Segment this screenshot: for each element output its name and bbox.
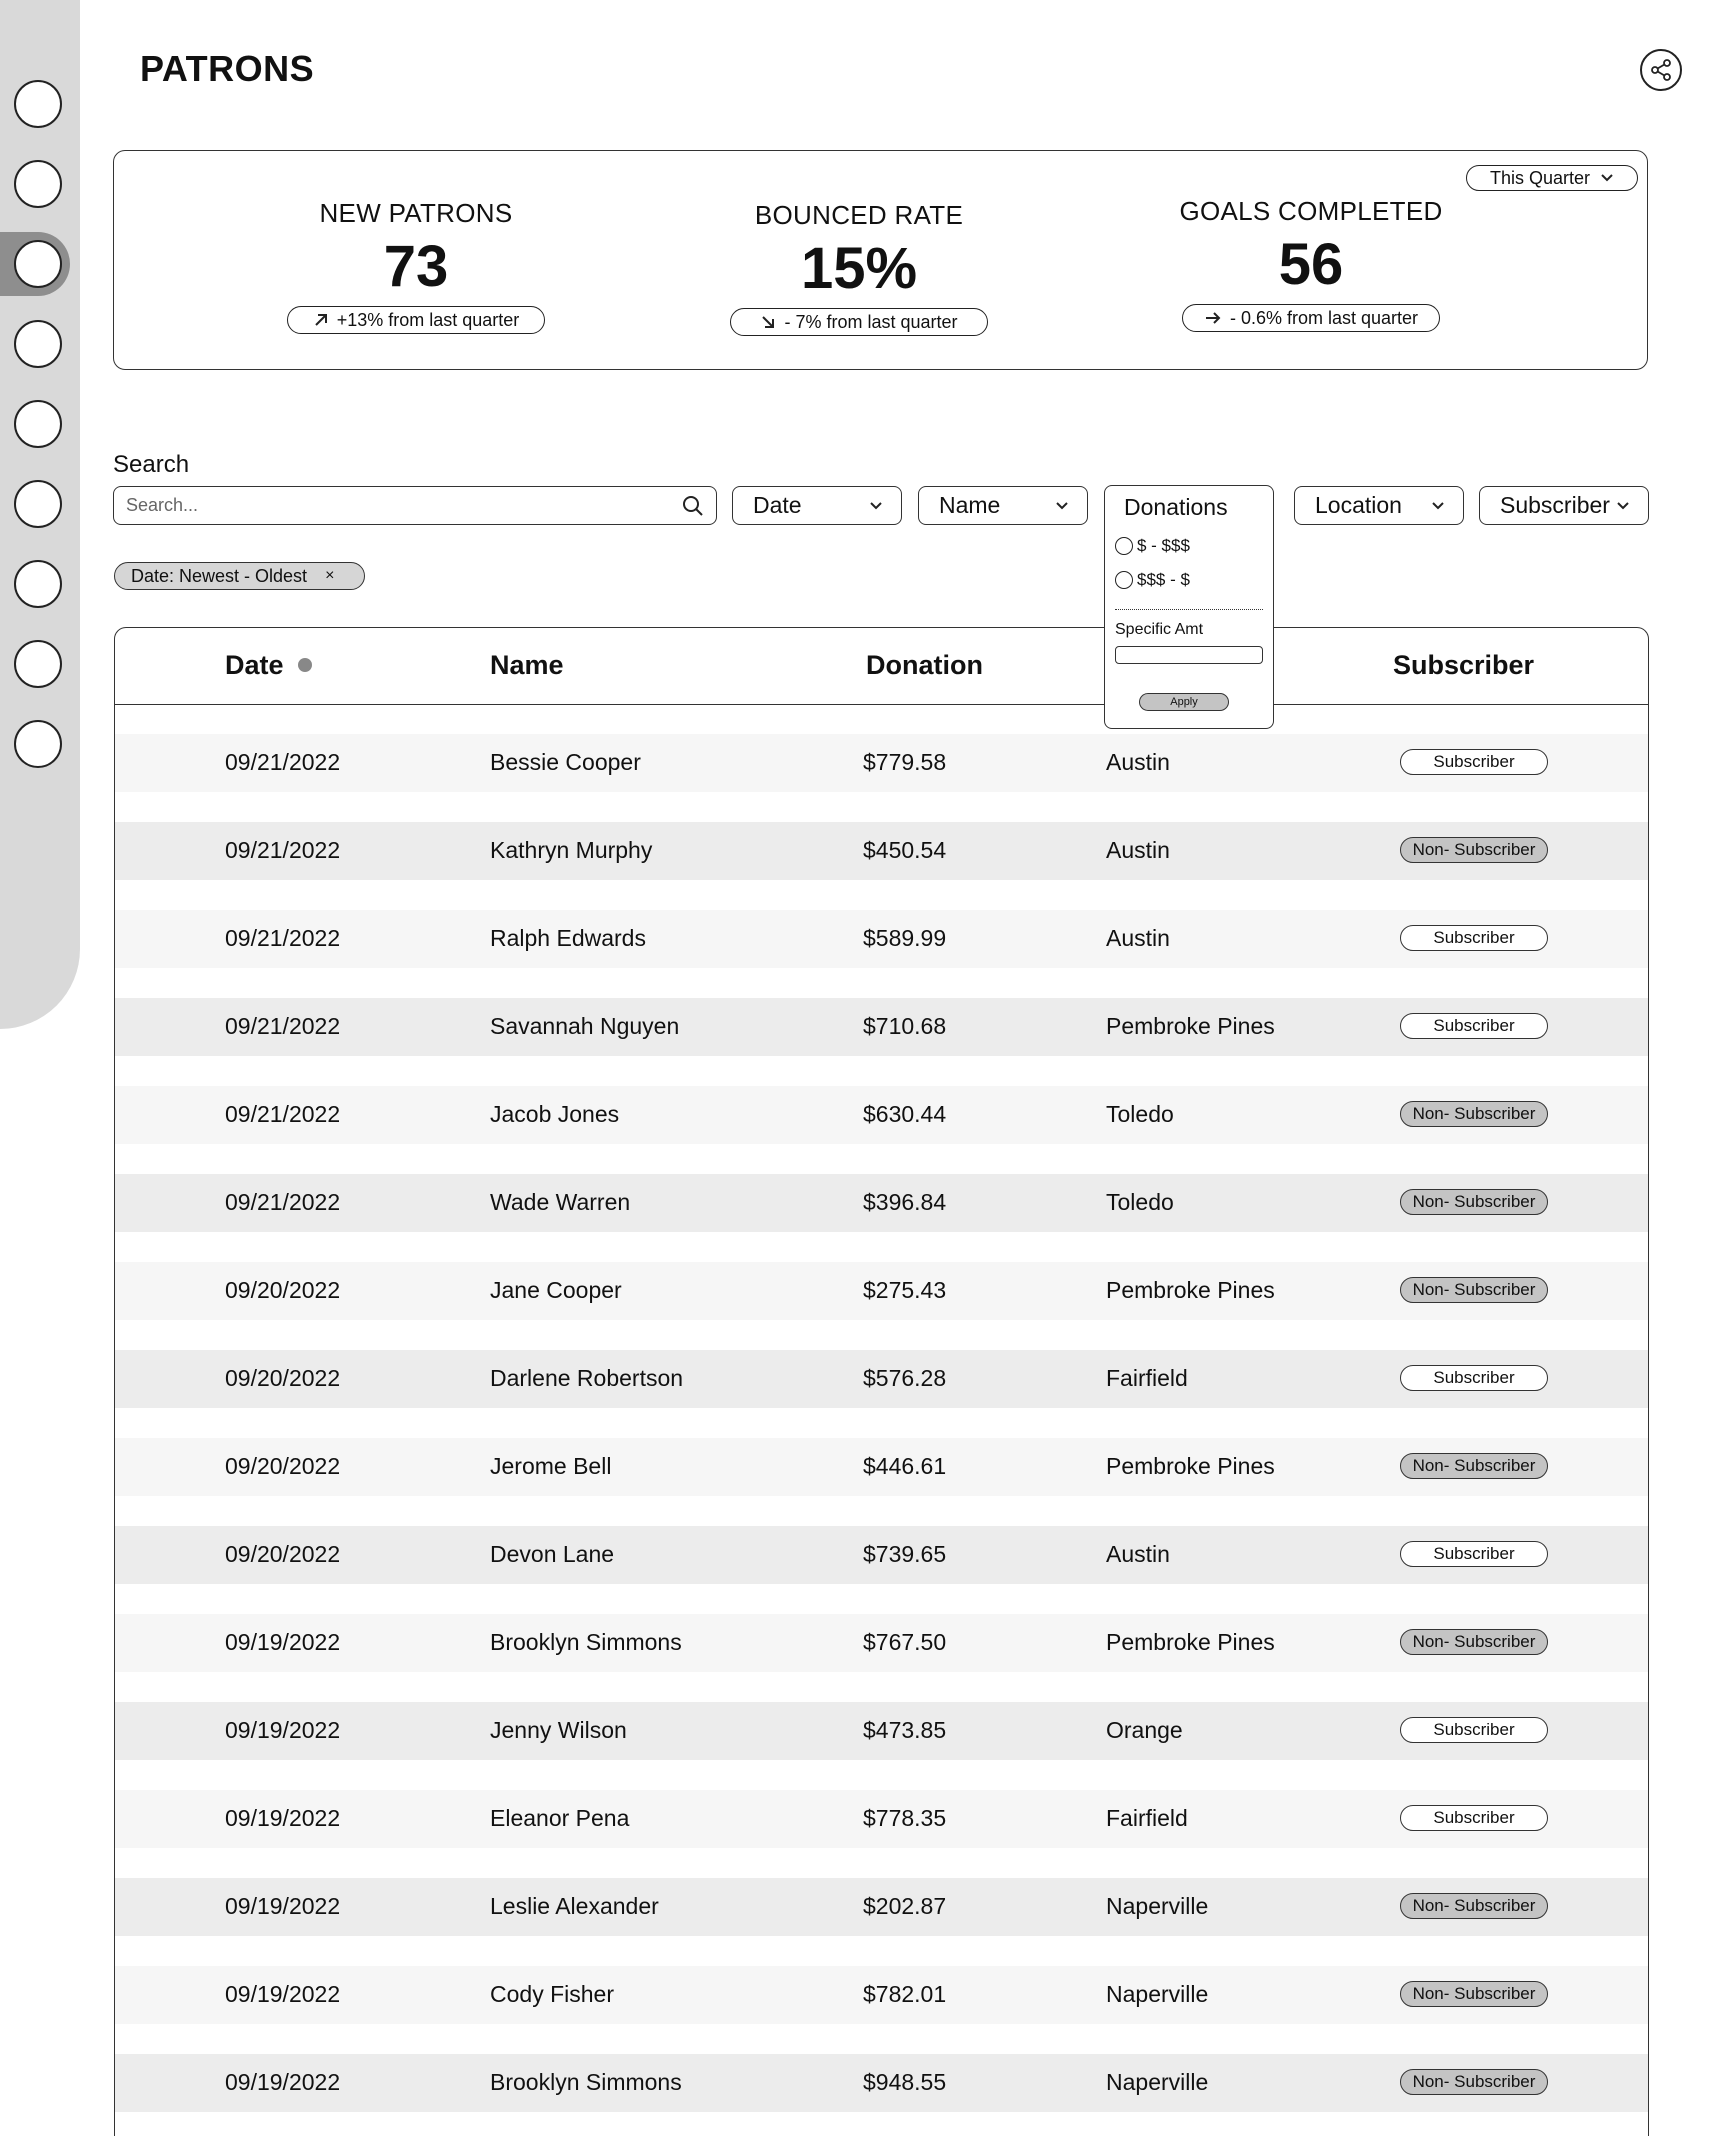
cell-date: 09/19/2022 [225, 1981, 341, 2007]
donations-option-low-high[interactable] [1115, 536, 1190, 556]
filter-date[interactable] [732, 486, 902, 525]
table-row[interactable] [115, 1086, 1648, 1144]
cell-location: Pembroke Pines [1106, 1453, 1275, 1479]
cell-name: Jerome Bell [490, 1453, 612, 1479]
stat-value: 56 [1278, 232, 1344, 297]
cell-donation: $576.28 [863, 1365, 947, 1391]
table-row[interactable] [115, 1614, 1648, 1672]
cell-location: Naperville [1106, 1893, 1209, 1919]
cell-donation: $275.43 [863, 1277, 947, 1303]
stat-value: 15% [800, 236, 918, 301]
column-header-label: Date [225, 650, 284, 680]
cell-date: 09/20/2022 [225, 1365, 341, 1391]
cell-location: Pembroke Pines [1106, 1013, 1275, 1039]
status-badge: Non- Subscriber [1400, 1893, 1548, 1919]
cell-location: Fairfield [1106, 1365, 1188, 1391]
status-badge: Subscriber [1400, 1365, 1548, 1391]
cell-donation: $710.68 [863, 1013, 947, 1039]
stat-change-text: - 0.6% from last quarter [1229, 307, 1419, 328]
search-icon[interactable] [682, 495, 704, 517]
arrow-right-icon [1204, 310, 1222, 326]
nav-item-1[interactable] [14, 80, 62, 128]
cell-name: Brooklyn Simmons [490, 1629, 682, 1655]
cell-location: Austin [1106, 1541, 1170, 1567]
cell-name: Devon Lane [490, 1541, 615, 1567]
stat-bounced-rate [669, 200, 1049, 336]
cell-name: Darlene Robertson [490, 1365, 684, 1391]
status-badge: Subscriber [1400, 1805, 1548, 1831]
filter-location-label: Location [1315, 492, 1402, 518]
nav-item-8[interactable] [14, 640, 62, 688]
cell-name: Brooklyn Simmons [490, 2069, 682, 2095]
filter-subscriber-label: Subscriber [1500, 492, 1610, 518]
cell-location: Toledo [1106, 1101, 1174, 1127]
nav-item-7[interactable] [14, 560, 62, 608]
cell-name: Jane Cooper [490, 1277, 622, 1303]
active-filter-label: Date: Newest - Oldest [131, 565, 308, 586]
table-row[interactable] [115, 1174, 1648, 1232]
patrons-table [114, 627, 1649, 2136]
table-row[interactable] [115, 1350, 1648, 1408]
option-label: $$$ - $ [1137, 570, 1190, 589]
cell-location: Austin [1106, 837, 1170, 863]
cell-name: Eleanor Pena [490, 1805, 630, 1831]
cell-name: Wade Warren [490, 1189, 631, 1215]
status-badge: Non- Subscriber [1400, 1453, 1548, 1479]
specific-amount-input[interactable] [1115, 646, 1263, 664]
stat-change-badge [1182, 304, 1440, 332]
status-badge: Subscriber [1400, 1013, 1548, 1039]
status-badge: Non- Subscriber [1400, 1101, 1548, 1127]
cell-donation: $450.54 [863, 837, 947, 863]
nav-item-4[interactable] [14, 320, 62, 368]
cell-donation: $767.50 [863, 1629, 947, 1655]
chevron-down-icon [1616, 501, 1630, 511]
apply-button[interactable]: Apply [1139, 693, 1229, 711]
search-input[interactable] [126, 495, 682, 516]
cell-date: 09/21/2022 [225, 925, 341, 951]
cell-date: 09/21/2022 [225, 837, 341, 863]
cell-name: Cody Fisher [490, 1981, 614, 2007]
table-row[interactable] [115, 2054, 1648, 2112]
sidebar [0, 0, 80, 1029]
cell-donation: $778.35 [863, 1805, 947, 1831]
cell-location: Austin [1106, 925, 1170, 951]
cell-location: Orange [1106, 1717, 1183, 1743]
status-badge: Non- Subscriber [1400, 1189, 1548, 1215]
specific-amount-label: Specific Amt [1115, 621, 1204, 638]
donations-dropdown-title[interactable]: Donations [1124, 494, 1228, 520]
cell-location: Naperville [1106, 2069, 1209, 2095]
column-header-donation[interactable]: Donation [866, 650, 983, 680]
cell-date: 09/19/2022 [225, 1629, 341, 1655]
status-badge: Non- Subscriber [1400, 837, 1548, 863]
table-row[interactable] [115, 910, 1648, 968]
cell-location: Pembroke Pines [1106, 1629, 1275, 1655]
status-badge: Subscriber [1400, 749, 1548, 775]
table-row[interactable] [115, 1262, 1648, 1320]
cell-date: 09/19/2022 [225, 1805, 341, 1831]
cell-name: Jenny Wilson [490, 1717, 627, 1743]
filter-location[interactable] [1294, 486, 1464, 525]
cell-date: 09/21/2022 [225, 1189, 341, 1215]
column-header-date[interactable] [225, 650, 312, 681]
share-icon [1649, 58, 1673, 82]
cell-donation: $739.65 [863, 1541, 947, 1567]
cell-donation: $473.85 [863, 1717, 947, 1743]
status-badge: Non- Subscriber [1400, 1981, 1548, 2007]
chevron-down-icon [869, 501, 883, 511]
cell-donation: $630.44 [863, 1101, 947, 1127]
chevron-down-icon [1055, 501, 1069, 511]
stat-change-badge [730, 308, 988, 336]
stat-change-badge [287, 306, 545, 334]
stat-title: BOUNCED RATE [754, 200, 964, 230]
stats-card [113, 150, 1648, 370]
filter-name[interactable] [918, 486, 1088, 525]
table-row[interactable] [115, 822, 1648, 880]
cell-date: 09/21/2022 [225, 749, 341, 775]
cell-date: 09/19/2022 [225, 2069, 341, 2095]
remove-filter-button[interactable]: × [325, 567, 335, 584]
cell-date: 09/19/2022 [225, 1893, 341, 1919]
table-row[interactable] [115, 1966, 1648, 2024]
cell-location: Naperville [1106, 1981, 1209, 2007]
nav-item-3[interactable] [14, 240, 62, 288]
table-row[interactable] [115, 1702, 1648, 1760]
filter-date-label: Date [753, 492, 802, 518]
column-header-subscriber[interactable]: Subscriber [1393, 650, 1535, 680]
table-row[interactable] [115, 1790, 1648, 1848]
page-title: PATRONS [140, 48, 315, 89]
filter-name-label: Name [939, 492, 1001, 518]
donations-option-high-low[interactable] [1115, 570, 1190, 590]
table-row[interactable] [115, 1526, 1648, 1584]
chevron-down-icon [1600, 173, 1614, 183]
stat-title: NEW PATRONS [319, 198, 513, 228]
cell-donation: $779.58 [863, 749, 947, 775]
cell-donation: $446.61 [863, 1453, 947, 1479]
cell-location: Fairfield [1106, 1805, 1188, 1831]
table-row[interactable] [115, 998, 1648, 1056]
divider [1115, 609, 1263, 610]
status-badge: Subscriber [1400, 925, 1548, 951]
stat-change-text: - 7% from last quarter [784, 311, 958, 332]
filter-subscriber[interactable] [1479, 486, 1649, 525]
stat-goals-completed [1121, 196, 1501, 332]
radio-button[interactable] [1115, 537, 1133, 555]
cell-name: Ralph Edwards [490, 925, 646, 951]
status-badge: Non- Subscriber [1400, 1629, 1548, 1655]
stat-change-text: +13% from last quarter [336, 309, 520, 330]
cell-location: Austin [1106, 749, 1170, 775]
status-badge: Non- Subscriber [1400, 1277, 1548, 1303]
cell-date: 09/20/2022 [225, 1277, 341, 1303]
cell-location: Toledo [1106, 1189, 1174, 1215]
nav-item-5[interactable] [14, 400, 62, 448]
cell-name: Leslie Alexander [490, 1893, 659, 1919]
cell-donation: $782.01 [863, 1981, 947, 2007]
period-label: This Quarter [1489, 167, 1591, 188]
arrow-down-right-icon [760, 314, 776, 330]
cell-location: Pembroke Pines [1106, 1277, 1275, 1303]
stat-value: 73 [383, 234, 449, 299]
share-button[interactable] [1640, 49, 1682, 91]
column-header-name[interactable]: Name [490, 650, 564, 680]
cell-date: 09/19/2022 [225, 1717, 341, 1743]
cell-date: 09/21/2022 [225, 1013, 341, 1039]
radio-button[interactable] [1115, 571, 1133, 589]
stat-title: GOALS COMPLETED [1179, 196, 1443, 226]
cell-name: Savannah Nguyen [490, 1013, 680, 1039]
search-box [113, 486, 717, 525]
status-badge: Non- Subscriber [1400, 2069, 1548, 2095]
table-row[interactable] [115, 734, 1648, 792]
nav-item-9[interactable] [14, 720, 62, 768]
donations-dropdown[interactable] [1104, 485, 1274, 729]
status-badge: Subscriber [1400, 1541, 1548, 1567]
status-badge: Subscriber [1400, 1717, 1548, 1743]
sort-indicator-icon [298, 658, 312, 672]
search-label: Search [113, 451, 190, 478]
cell-date: 09/20/2022 [225, 1453, 341, 1479]
table-header [115, 628, 1648, 705]
cell-name: Bessie Cooper [490, 749, 641, 775]
cell-donation: $396.84 [863, 1189, 947, 1215]
cell-donation: $589.99 [863, 925, 947, 951]
chevron-down-icon [1431, 501, 1445, 511]
cell-donation: $202.87 [863, 1893, 947, 1919]
cell-name: Kathryn Murphy [490, 837, 653, 863]
period-select[interactable] [1466, 165, 1638, 191]
nav-item-2[interactable] [14, 160, 62, 208]
arrow-up-right-icon [313, 312, 329, 328]
table-row[interactable] [115, 1438, 1648, 1496]
option-label: $ - $$$ [1137, 536, 1190, 555]
active-filter-chip [114, 562, 365, 590]
nav-item-6[interactable] [14, 480, 62, 528]
stat-new-patrons [226, 198, 606, 334]
table-row[interactable] [115, 1878, 1648, 1936]
cell-name: Jacob Jones [490, 1101, 620, 1127]
cell-date: 09/21/2022 [225, 1101, 341, 1127]
cell-donation: $948.55 [863, 2069, 947, 2095]
cell-date: 09/20/2022 [225, 1541, 341, 1567]
